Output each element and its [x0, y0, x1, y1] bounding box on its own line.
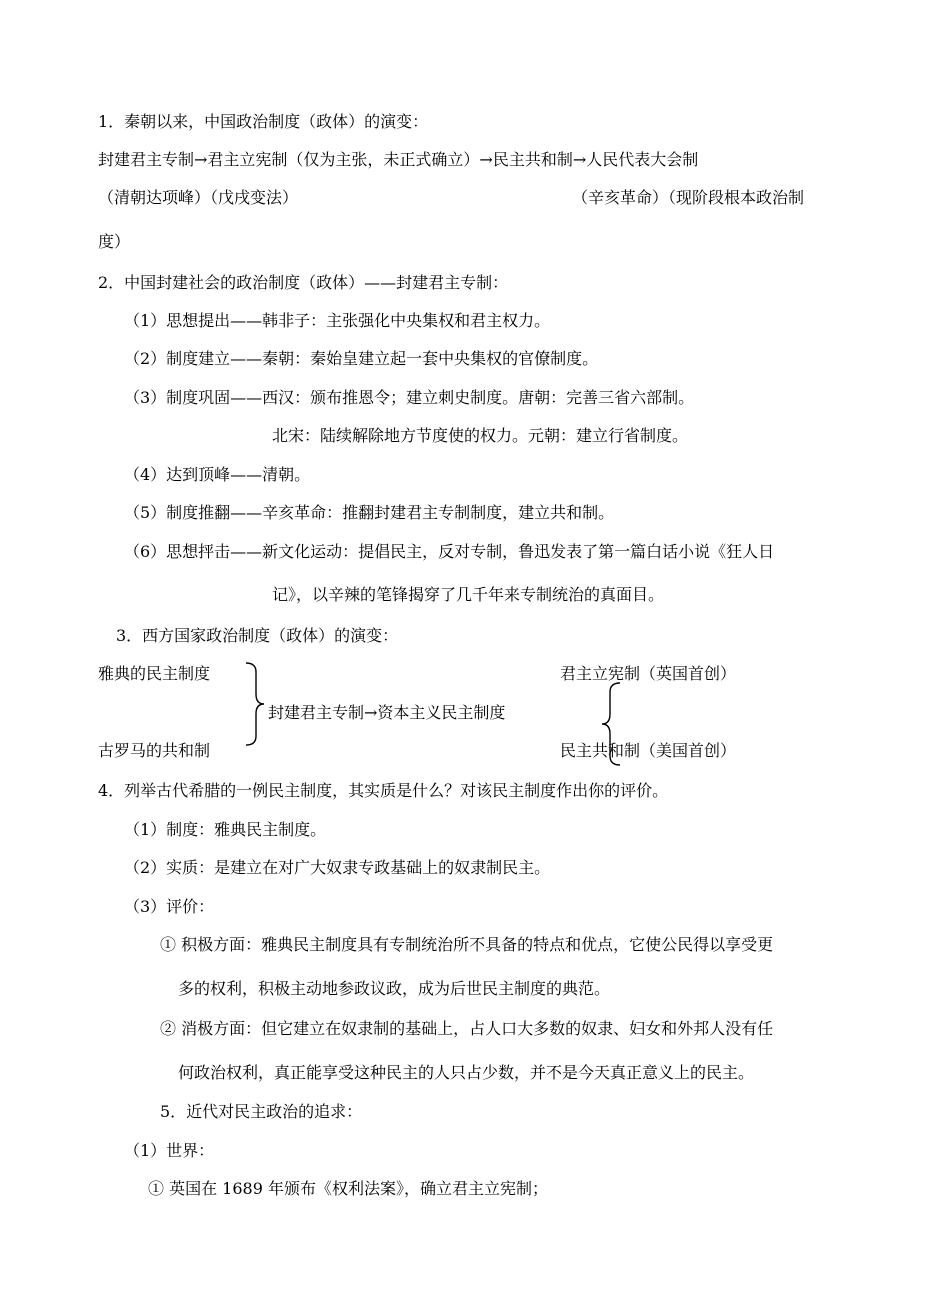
section-5-item-1: ① 英国在 1689 年颁布《权利法案》，确立君主立宪制； — [148, 1179, 548, 1198]
section-2-item-3: （3）制度巩固——西汉：颁布推恩令；建立刺史制度。唐朝：完善三省六部制。 — [124, 388, 695, 407]
western-left-bottom: 古罗马的共和制 — [98, 741, 211, 760]
positive-line-1: ① 积极方面：雅典民主制度具有专制统治所不具备的特点和优点，它使公民得以享受更 — [160, 935, 774, 954]
section-2-item-3-cont: 北宋：陆续解除地方节度使的权力。元朝：建立行省制度。 — [272, 426, 689, 445]
section-2-item-4: （4）达到顶峰——清朝。 — [124, 465, 311, 484]
western-right-top: 君主立宪制（英国首创） — [560, 664, 737, 683]
western-middle: 封建君主专制→资本主义民主制度 — [268, 703, 506, 722]
section-2-heading: 2．中国封建社会的政治制度（政体）——封建君主专制： — [98, 273, 509, 292]
section-4-item-2: （2）实质：是建立在对广大奴隶专政基础上的奴隶制民主。 — [124, 858, 551, 877]
section-1-note-right: （辛亥革命）（现阶段根本政治制 — [572, 188, 805, 207]
negative-line-1: ② 消极方面：但它建立在奴隶制的基础上，占人口大多数的奴隶、妇女和外邦人没有任 — [160, 1019, 774, 1038]
western-left-top: 雅典的民主制度 — [98, 664, 211, 683]
section-2-item-6-cont: 记》，以辛辣的笔锋揭穿了几千年来专制统治的真面目。 — [272, 585, 665, 604]
section-2-item-1: （1）思想提出——韩非子：主张强化中央集权和君主权力。 — [124, 311, 551, 330]
section-5-heading: 5．近代对民主政治的追求： — [160, 1102, 363, 1121]
left-brace — [244, 662, 266, 746]
section-2-item-2: （2）制度建立——秦朝：秦始皇建立起一套中央集权的官僚制度。 — [124, 349, 599, 368]
section-1-heading: 1．秦朝以来，中国政治制度（政体）的演变： — [98, 112, 429, 131]
section-2-item-6: （6）思想抨击——新文化运动：提倡民主，反对专制，鲁迅发表了第一篇白话小说《狂人日 — [124, 542, 775, 561]
section-4-item-3: （3）评价： — [124, 897, 215, 916]
section-4-heading: 4．列举古代希腊的一例民主制度，其实质是什么？对该民主制度作出你的评价。 — [98, 781, 669, 800]
section-1-chain: 封建君主专制→君主立宪制（仅为主张，未正式确立）→民主共和制→人民代表大会制 — [98, 150, 699, 169]
section-1-note-left: （清朝达项峰）（戊戌变法） — [98, 188, 299, 207]
section-5-sub: （1）世界： — [124, 1141, 215, 1160]
positive-line-2: 多的权利，积极主动地参政议政，成为后世民主制度的典范。 — [178, 979, 611, 998]
section-1-note-wrap: 度） — [98, 232, 131, 251]
section-2-item-5: （5）制度推翻——辛亥革命：推翻封建君主专制制度，建立共和制。 — [124, 503, 615, 522]
western-right-bottom: 民主共和制（美国首创） — [560, 741, 737, 760]
section-4-item-1: （1）制度：雅典民主制度。 — [124, 820, 327, 839]
negative-line-2: 何政治权利，真正能享受这种民主的人只占少数，并不是今天真正意义上的民主。 — [178, 1063, 755, 1082]
section-3-heading: 3．西方国家政治制度（政体）的演变： — [116, 626, 399, 645]
